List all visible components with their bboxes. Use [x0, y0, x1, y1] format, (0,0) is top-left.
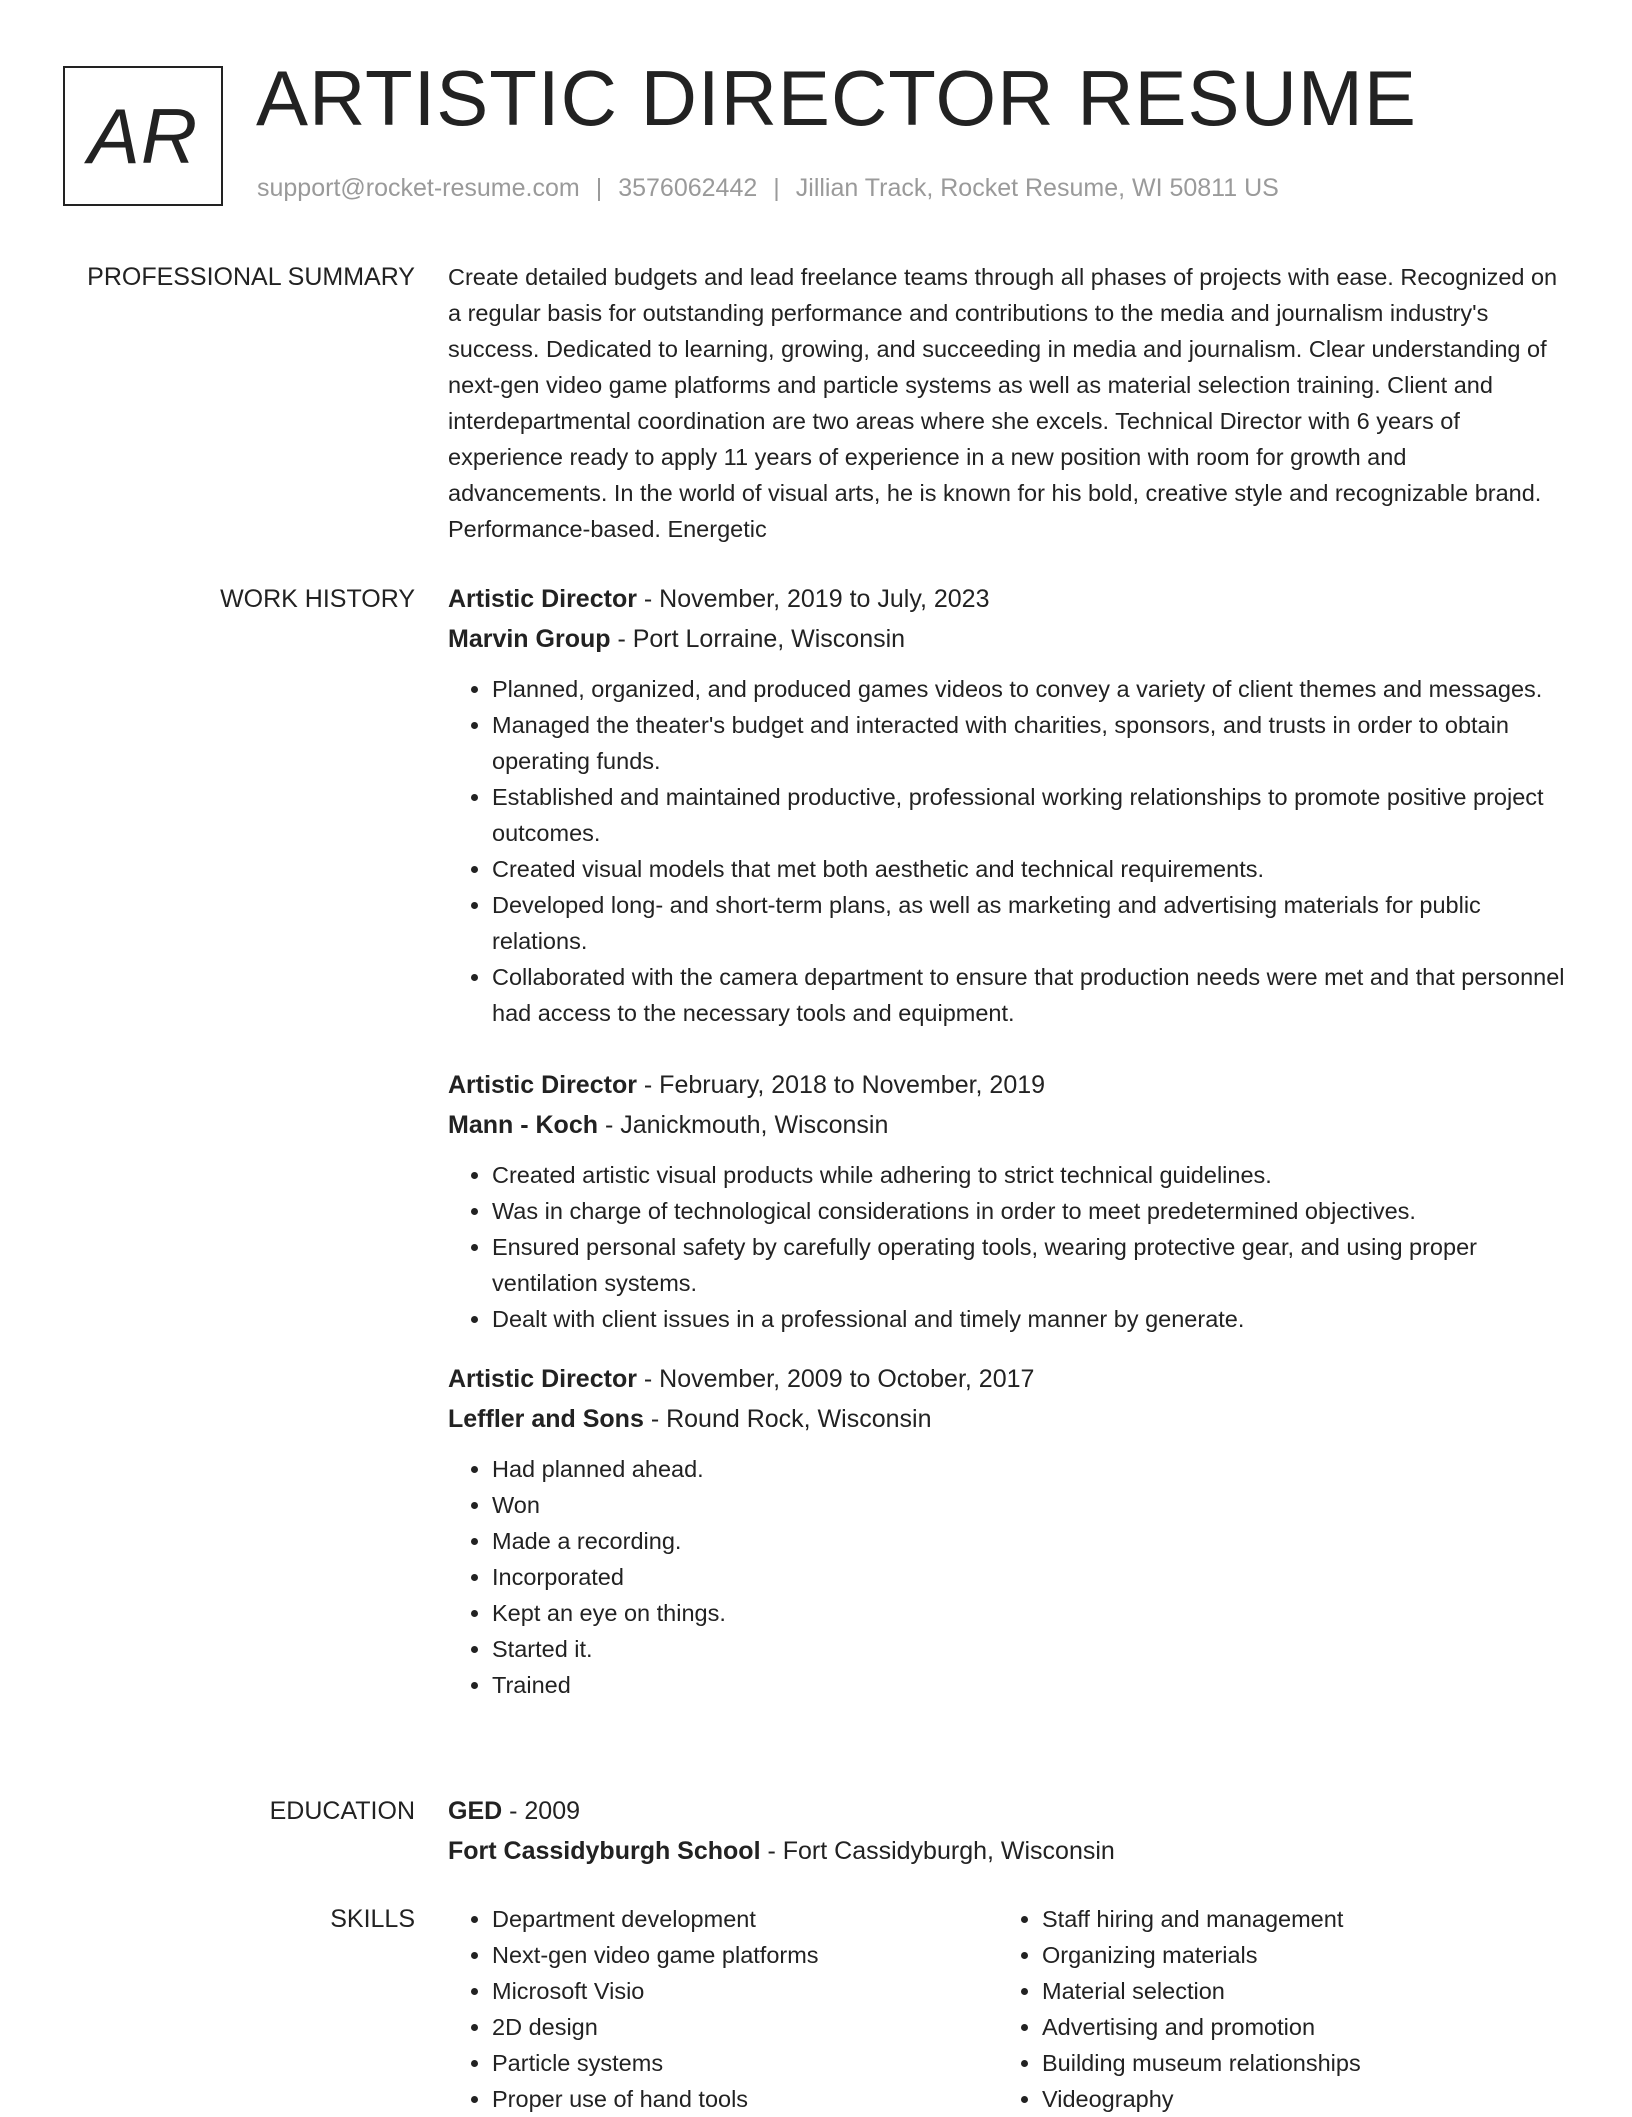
job-title: Artistic Director: [448, 1071, 637, 1099]
list-item: • Collaborated with the camera department to ensure that production needs were met and that personnel had access to the necessary tools and equipment.: [492, 959, 1568, 1031]
list-item: • Videography: [1042, 2081, 1548, 2117]
list-item: • Material selection: [1042, 1973, 1548, 2009]
list-item: • Kept an eye on things.: [492, 1595, 1568, 1631]
education-body: [448, 1791, 1568, 1871]
job-bullets: [448, 1157, 1568, 1337]
contact-phone: 3576062442: [618, 174, 758, 202]
education-school-line: [448, 1831, 1568, 1871]
list-item: • Was in charge of technological considerations in order to meet predetermined objectives.: [492, 1193, 1568, 1229]
list-item: • Advertising and promotion: [1042, 2009, 1548, 2045]
list-item: • Created artistic visual products while adhering to strict technical guidelines.: [492, 1157, 1568, 1193]
list-item: • 2D design: [492, 2009, 998, 2045]
job-dates: - February, 2018 to November, 2019: [636, 1071, 1046, 1099]
list-item: • Won: [492, 1487, 1568, 1523]
skills-body: [448, 1901, 1568, 2117]
job-title-line: [448, 579, 1568, 619]
list-item: • Ensured personal safety by carefully operating tools, wearing protective gear, and using proper ventilation systems.: [492, 1229, 1568, 1301]
education-degree: GED: [448, 1797, 503, 1825]
skills-list: [998, 1901, 1548, 2117]
section-label-summary: PROFESSIONAL SUMMARY: [87, 263, 415, 291]
job-dates: - November, 2019 to July, 2023: [636, 585, 990, 613]
page-title: ARTISTIC DIRECTOR RESUME: [256, 54, 1417, 142]
list-item: • Developed long- and short-term plans, as well as marketing and advertising materials for public relations.: [492, 887, 1568, 959]
list-item: • Particle systems: [492, 2045, 998, 2081]
job-title: Artistic Director: [448, 585, 637, 613]
work-history-body: [448, 579, 1568, 1703]
education-location: - Fort Cassidyburgh, Wisconsin: [760, 1837, 1115, 1865]
job-title-line: [448, 1065, 1568, 1105]
monogram: AR: [63, 66, 223, 206]
list-item: • Made a recording.: [492, 1523, 1568, 1559]
job-company-line: [448, 1105, 1568, 1145]
job-company: Leffler and Sons: [448, 1405, 644, 1433]
education-degree-line: [448, 1791, 1568, 1831]
job-dates: - November, 2009 to October, 2017: [636, 1365, 1035, 1393]
list-item: • Building museum relationships: [1042, 2045, 1548, 2081]
job-company-line: [448, 1399, 1568, 1439]
job-bullets: [448, 671, 1568, 1031]
education-year: - 2009: [502, 1797, 581, 1825]
contact-separator: |: [773, 174, 780, 202]
contact-email: support@rocket-resume.com: [257, 174, 580, 202]
summary-body: [448, 259, 1568, 547]
skills-list: [448, 1901, 998, 2117]
contact-address: Jillian Track, Rocket Resume, WI 50811 US: [795, 174, 1279, 202]
list-item: • Organizing materials: [1042, 1937, 1548, 1973]
list-item: • Proper use of hand tools: [492, 2081, 998, 2117]
job-company-line: [448, 619, 1568, 659]
job-title: Artistic Director: [448, 1365, 637, 1393]
education-school: Fort Cassidyburgh School: [448, 1837, 761, 1865]
section-label-education: EDUCATION: [269, 1797, 415, 1825]
job-entry: [448, 1359, 1568, 1703]
skills-column-right: [998, 1901, 1548, 2117]
list-item: • Established and maintained productive, professional working relationships to promote positive project outcomes.: [492, 779, 1568, 851]
list-item: • Had planned ahead.: [492, 1451, 1568, 1487]
job-company: Mann - Koch: [448, 1111, 598, 1139]
job-entry: [448, 579, 1568, 1031]
job-title-line: [448, 1359, 1568, 1399]
summary-text: Create detailed budgets and lead freelance teams through all phases of projects with ease. Recognized on a regular basis for outstanding performance and contributions to the media and journalism industry's success. Dedicated to learning, growing, and succeeding in media and journalism. Clear understanding of next-gen video game platforms and particle systems as well as material selection training. Client and interdepartmental coordination are two areas where she excels. Technical Director with 6 years of experience ready to apply 11 years of experience in a new position with room for growth and advancements. In the world of visual arts, he is known for his bold, creative style and recognizable brand. Performance-based. Energetic: [448, 264, 1558, 542]
list-item: • Planned, organized, and produced games videos to convey a variety of client themes and messages.: [492, 671, 1568, 707]
list-item: • Created visual models that met both aesthetic and technical requirements.: [492, 851, 1568, 887]
job-location: - Port Lorraine, Wisconsin: [610, 625, 906, 653]
list-item: • Department development: [492, 1901, 998, 1937]
list-item: • Microsoft Visio: [492, 1973, 998, 2009]
job-company: Marvin Group: [448, 625, 611, 653]
list-item: • Dealt with client issues in a professional and timely manner by generate.: [492, 1301, 1568, 1337]
contact-line: [257, 174, 1279, 203]
list-item: • Incorporated: [492, 1559, 1568, 1595]
section-label-skills: SKILLS: [330, 1905, 415, 1933]
list-item: • Trained: [492, 1667, 1568, 1703]
job-entry: [448, 1065, 1568, 1337]
list-item: • Next-gen video game platforms: [492, 1937, 998, 1973]
list-item: • Managed the theater's budget and interacted with charities, sponsors, and trusts in order to obtain operating funds.: [492, 707, 1568, 779]
skills-column-left: [448, 1901, 998, 2117]
list-item: • Started it.: [492, 1631, 1568, 1667]
job-bullets: [448, 1451, 1568, 1703]
job-location: - Round Rock, Wisconsin: [643, 1405, 932, 1433]
job-location: - Janickmouth, Wisconsin: [598, 1111, 889, 1139]
list-item: • Staff hiring and management: [1042, 1901, 1548, 1937]
contact-separator: |: [595, 174, 603, 202]
section-label-work-history: WORK HISTORY: [220, 585, 415, 613]
